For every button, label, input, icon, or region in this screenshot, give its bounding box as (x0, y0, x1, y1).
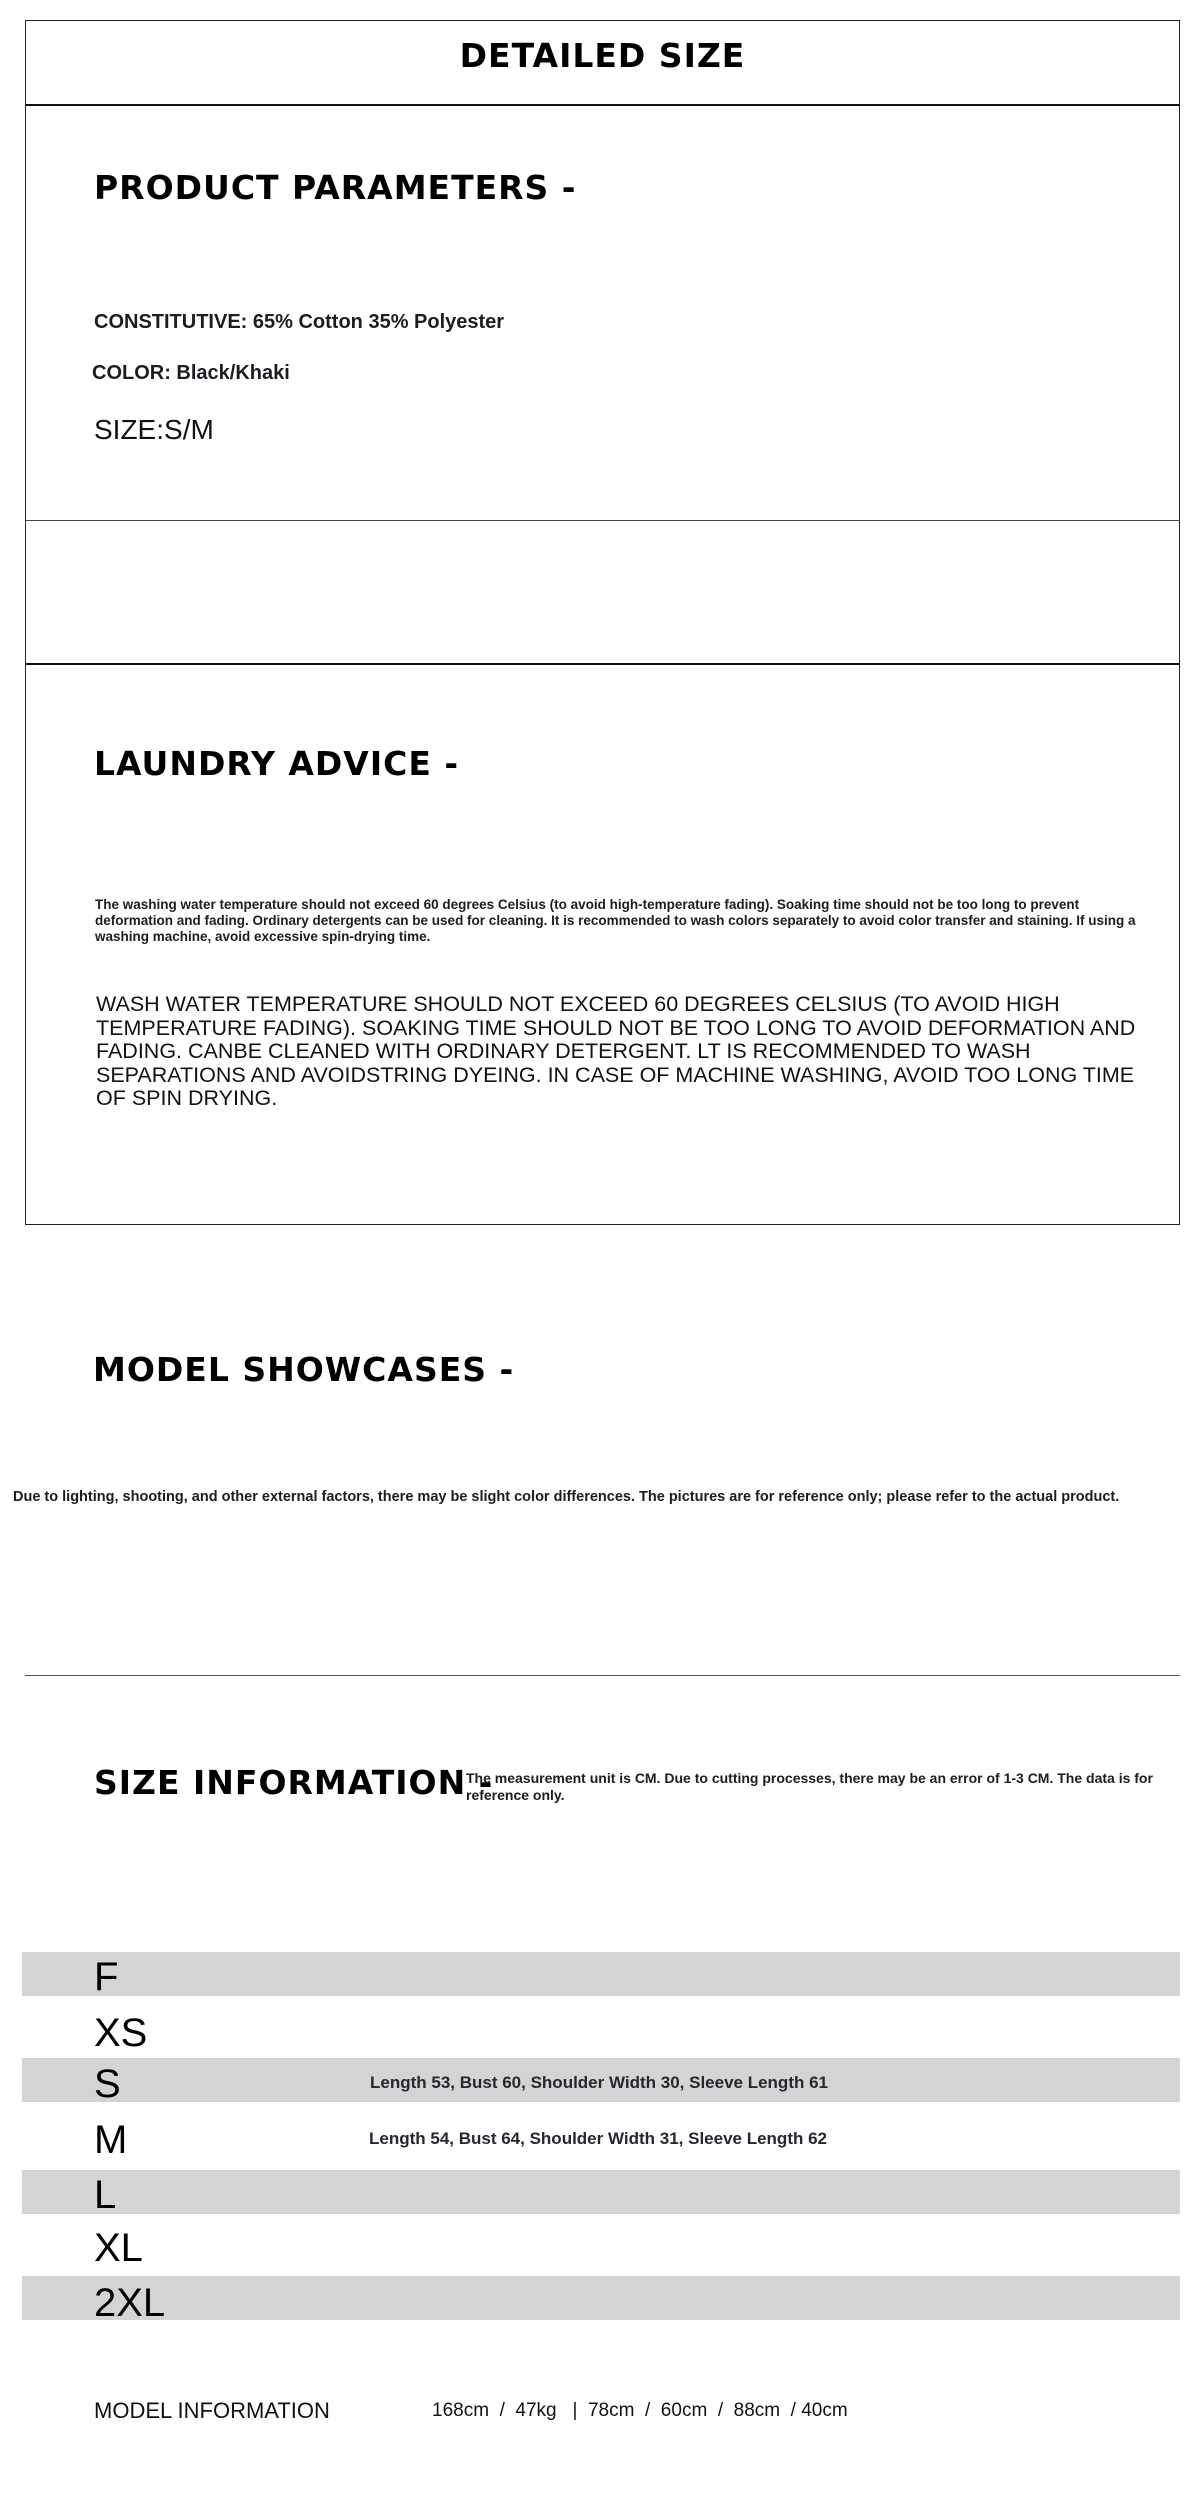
model-showcases-heading: MODEL SHOWCASES - (93, 1350, 515, 1389)
laundry-text-large: WASH WATER TEMPERATURE SHOULD NOT EXCEED 60 DEGREES CELSIUS (TO AVOID HIGH TEMPERATURE FADING). SOAKING TIME SHOULD NOT BE TOO LONG TO AVOID DEFORMATION AND FADING. CANBE CLEANED WITH ORDINARY DETERGENT. LT IS RECOMMENDED TO WASH SEPARATIONS AND AVOIDSTRING DYEING. IN CASE OF MACHINE WASHING, AVOID TOO LONG TIME OF SPIN DRYING. (96, 992, 1136, 1110)
size-row-band (22, 1952, 1180, 1999)
size-label: S (94, 2062, 121, 2106)
size-label: L (94, 2173, 117, 2217)
model-information-values: 168cm / 47kg | 78cm / 60cm / 88cm / 40cm (432, 2400, 848, 2421)
header-divider (25, 104, 1180, 106)
measurement-note: The measurement unit is CM. Due to cutting processes, there may be an error of 1-3 CM. The data is for reference only. (466, 1770, 1153, 1803)
size-section-divider (25, 1675, 1180, 1676)
size-row-band (22, 2276, 1180, 2320)
laundry-divider (25, 663, 1180, 665)
color-text: COLOR: Black/Khaki (92, 362, 290, 384)
page-title: DETAILED SIZE (459, 36, 746, 75)
size-label: 2XL (94, 2281, 166, 2325)
laundry-heading: LAUNDRY ADVICE - (94, 744, 460, 783)
size-detail: Length 54, Bust 64, Shoulder Width 31, Sleeve Length 62 (369, 2129, 827, 2148)
color-disclaimer: Due to lighting, shooting, and other external factors, there may be slight color differences. The pictures are for reference only; please refer to the actual product. (13, 1489, 1120, 1505)
size-detail: Length 53, Bust 60, Shoulder Width 30, Sleeve Length 61 (370, 2073, 828, 2092)
size-label: XS (94, 2011, 148, 2055)
size-row-band (22, 2170, 1180, 2217)
thin-divider-1 (25, 520, 1180, 521)
size-label: F (94, 1955, 119, 1999)
model-information-label: MODEL INFORMATION (94, 2398, 330, 2423)
size-label: XL (94, 2226, 143, 2270)
size-information-heading: SIZE INFORMATION - (94, 1763, 494, 1802)
constitutive-text: CONSTITUTIVE: 65% Cotton 35% Polyester (94, 311, 505, 333)
product-parameters-heading: PRODUCT PARAMETERS - (94, 168, 577, 207)
size-text: SIZE:S/M (94, 414, 214, 445)
laundry-text-small: The washing water temperature should not exceed 60 degrees Celsius (to avoid high-temperature fading). Soaking time should not be too long to prevent deformation and fading. Ordinary detergents can be used for cleaning. It is recommended to wash colors separately to avoid color transfer and staining. If using a washing machine, avoid excessive spin-drying time. (95, 897, 1136, 944)
size-label: M (94, 2118, 128, 2162)
